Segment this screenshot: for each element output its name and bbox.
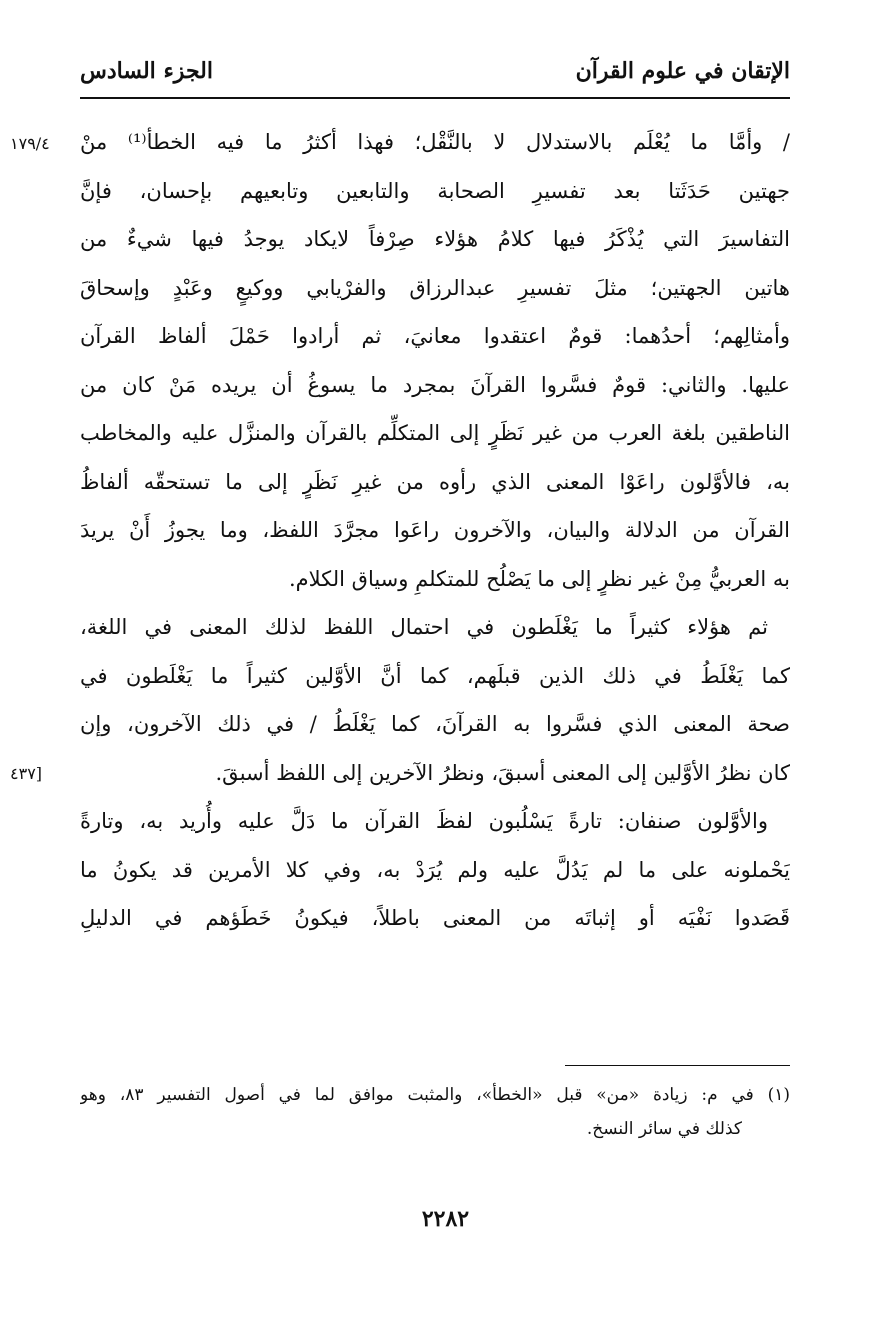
running-header bbox=[80, 56, 790, 96]
text-line: وأمثالِهم؛ أحدُهما: قومٌ اعتقدوا معانيَ، ثم أرادوا حَمْلَ ألفاظ القرآن bbox=[80, 324, 790, 348]
text-line: قَصَدوا نَفْيَه أو إثباتَه من المعنى باطلاً، فيكونُ خَطَؤهم في الدليلِ bbox=[80, 906, 790, 930]
text-line: والأوَّلون صنفان: تارةً يَسْلُبون لفظَ القرآن ما دَلَّ عليه وأُريد به، وتارةً bbox=[80, 809, 768, 833]
text-line: القرآن من الدلالة والبيان، والآخرون راعَوا مجرَّدَ اللفظ، وما يجوزُ أَنْ يريدَ bbox=[80, 518, 790, 542]
text-line: ثم هؤلاء كثيراً ما يَغْلَطون في احتمال اللفظ لذلك المعنى في اللغة، bbox=[80, 615, 768, 639]
main-text bbox=[80, 118, 790, 943]
text-line: عليها. والثاني: قومٌ فسَّروا القرآنَ بمجرد ما يسوغُ أن يريده مَنْ كان من bbox=[80, 372, 790, 397]
text-line: / وأمَّا ما يُعْلَم بالاستدلال لا بالنَّقْل؛ فهذا أكثرُ ما فيه الخطأ⁽¹⁾ منْ bbox=[80, 130, 790, 154]
book-title: الإتقان في علوم القرآن bbox=[575, 58, 790, 84]
margin-reference-volume-page: ١٧٩/٤ bbox=[10, 134, 50, 153]
page-number: ٢٢٨٢ bbox=[421, 1206, 470, 1232]
text-line: صحة المعنى الذي فسَّروا به القرآنَ، كما يَغْلَطُ / في ذلك الآخرون، وإن bbox=[80, 712, 790, 736]
footnote-line: كذلك في سائر النسخ. bbox=[586, 1119, 742, 1139]
text-line: كما يَغْلَطُ في ذلك الذين قبلَهم، كما أنَّ الأوَّلين كثيراً ما يَغْلَطون في bbox=[80, 663, 790, 688]
part-label: الجزء السادس bbox=[80, 58, 213, 84]
text-line: به العربيُّ مِنْ غير نظرٍ إلى ما يَصْلُح للمتكلمِ وسياق الكلام. bbox=[288, 566, 790, 591]
footnote-divider bbox=[565, 1065, 790, 1066]
text-line: يَحْملونه على ما لم يَدُلَّ عليه ولم يُرَدْ به، وفي كلا الأمرين قد يكونُ ما bbox=[80, 857, 790, 882]
footnote-line: (١) في م: زيادة «من» قبل «الخطأ»، والمثبت موافق لما في أصول التفسير ٨٣، وهو bbox=[80, 1085, 790, 1105]
text-line: التفاسيرَ التي يُذْكَرُ فيها كلامُ هؤلاء صِرْفاً لايكاد يوجدُ فيها شيءٌ من bbox=[80, 227, 790, 251]
margin-reference-page: [٤٣٧ bbox=[10, 764, 43, 783]
header-divider bbox=[80, 97, 790, 99]
text-line: جهتين حَدَثَتا بعد تفسيرِ الصحابة والتابعين وتابعيهم بإحسان، فإنَّ bbox=[80, 178, 790, 203]
footnote bbox=[80, 1078, 790, 1146]
text-line: كان نظرُ الأوَّلين إلى المعنى أسبقَ، ونظرُ الآخرين إلى اللفظ أسبقَ. bbox=[215, 760, 790, 785]
text-line: الناطقين بلغة العرب من غير نَظَرٍ إلى المتكلِّم بالقرآن والمنزَّل عليه والمخاطب bbox=[80, 421, 790, 445]
text-line: هاتين الجهتين؛ مثلَ تفسيرِ عبدالرزاق والفرْيابي ووكيعٍ وعَبْدٍ وإسحاقَ bbox=[80, 275, 790, 300]
text-line: به، فالأوَّلون راعَوْا المعنى الذي رأوه من غيرِ نَظَرٍ إلى ما تستحقّه ألفاظُ bbox=[80, 469, 790, 494]
